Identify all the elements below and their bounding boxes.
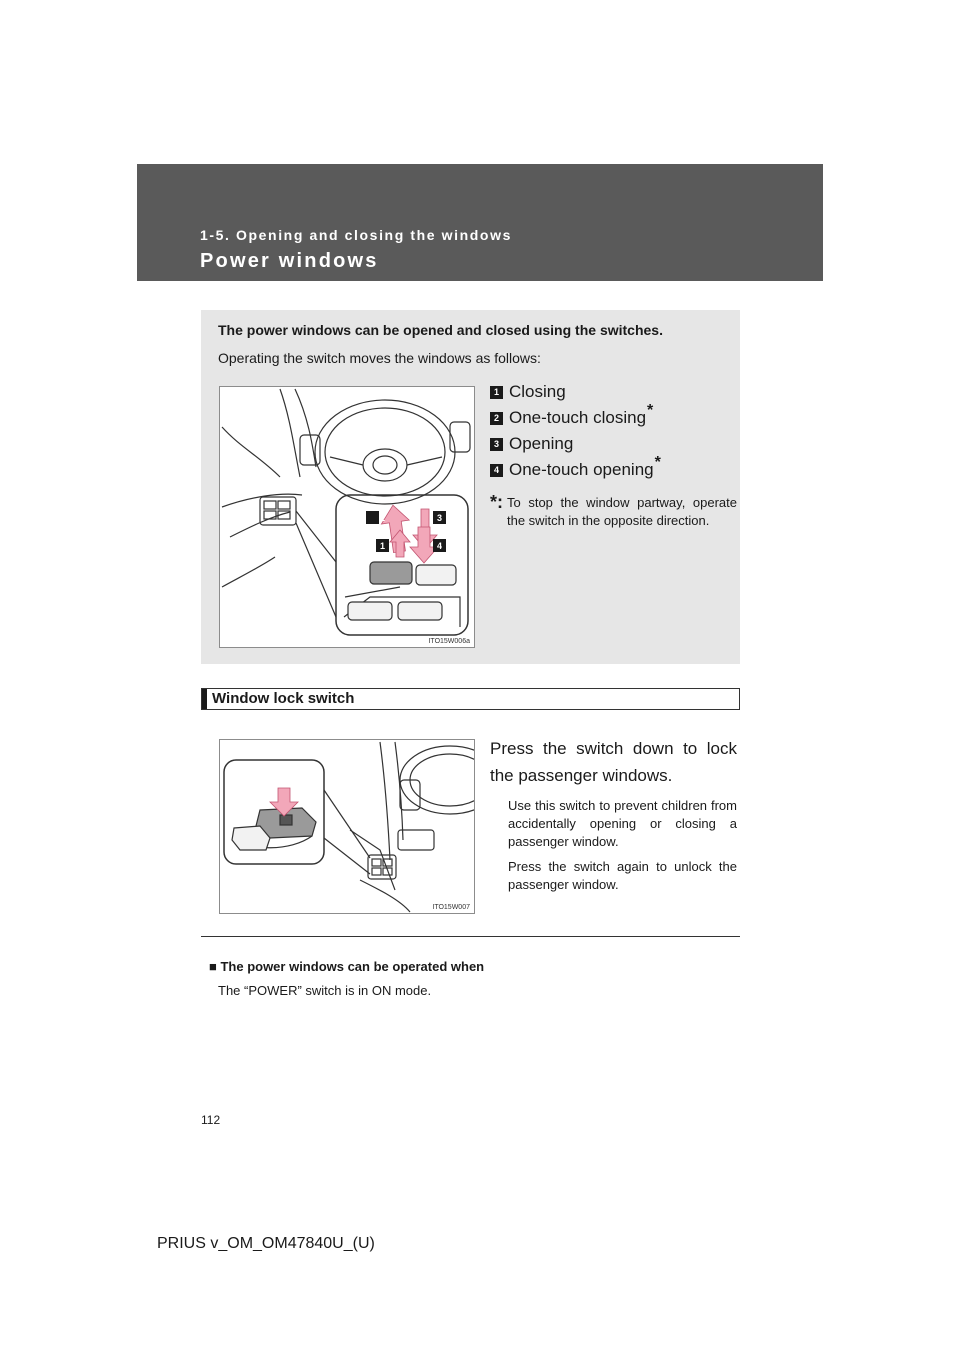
legend-label: Opening bbox=[509, 434, 574, 453]
legend-label: One-touch opening bbox=[509, 460, 654, 479]
footnote-marker: *: bbox=[490, 492, 503, 512]
legend-item bbox=[490, 434, 573, 454]
page-title: Power windows bbox=[200, 250, 379, 272]
intro-text-bold: The power windows can be opened and closed using the switches. bbox=[218, 322, 663, 338]
asterisk: * bbox=[647, 402, 654, 419]
document-id: PRIUS v_OM_OM47840U_(U) bbox=[157, 1235, 375, 1252]
lock-note: Press the switch again to unlock the passenger window. bbox=[508, 859, 737, 892]
lock-note: Use this switch to prevent children from accidentally opening or closing a passenger window. bbox=[508, 798, 737, 849]
legend-number: 2 bbox=[490, 412, 503, 425]
divider bbox=[201, 936, 740, 937]
section-label: 1-5. Opening and closing the windows bbox=[200, 227, 512, 243]
callout-3: 3 bbox=[436, 513, 443, 523]
legend-number: 3 bbox=[490, 438, 503, 451]
window-switch-figure bbox=[219, 386, 475, 648]
note-body: The “POWER” switch is in ON mode. bbox=[218, 983, 432, 998]
lock-instruction: Press the switch down to lock the passenger windows. bbox=[490, 739, 737, 785]
figure-code: ITO15W007 bbox=[432, 904, 470, 911]
note-heading: ■ The power windows can be operated when bbox=[209, 959, 485, 974]
legend-number: 1 bbox=[490, 386, 503, 399]
legend-label: One-touch closing bbox=[509, 408, 647, 427]
footnote-text: To stop the window partway, operate the switch in the opposite direction. bbox=[507, 495, 737, 528]
legend-item bbox=[490, 454, 661, 480]
callout-2: 2 bbox=[379, 513, 386, 523]
legend-label: Closing bbox=[509, 382, 566, 401]
subsection-stripe bbox=[202, 689, 207, 709]
asterisk: * bbox=[654, 454, 661, 471]
callout-4: 4 bbox=[436, 541, 443, 551]
legend-item bbox=[490, 382, 566, 402]
legend-item bbox=[490, 402, 654, 428]
figure-code: ITO15W006a bbox=[428, 638, 470, 645]
subsection-title: Window lock switch bbox=[212, 690, 355, 707]
callout-1: 1 bbox=[379, 541, 386, 551]
legend-number: 4 bbox=[490, 464, 503, 477]
window-lock-figure bbox=[219, 739, 475, 914]
page-number: 112 bbox=[201, 1113, 221, 1127]
intro-text: Operating the switch moves the windows as follows: bbox=[218, 350, 541, 366]
